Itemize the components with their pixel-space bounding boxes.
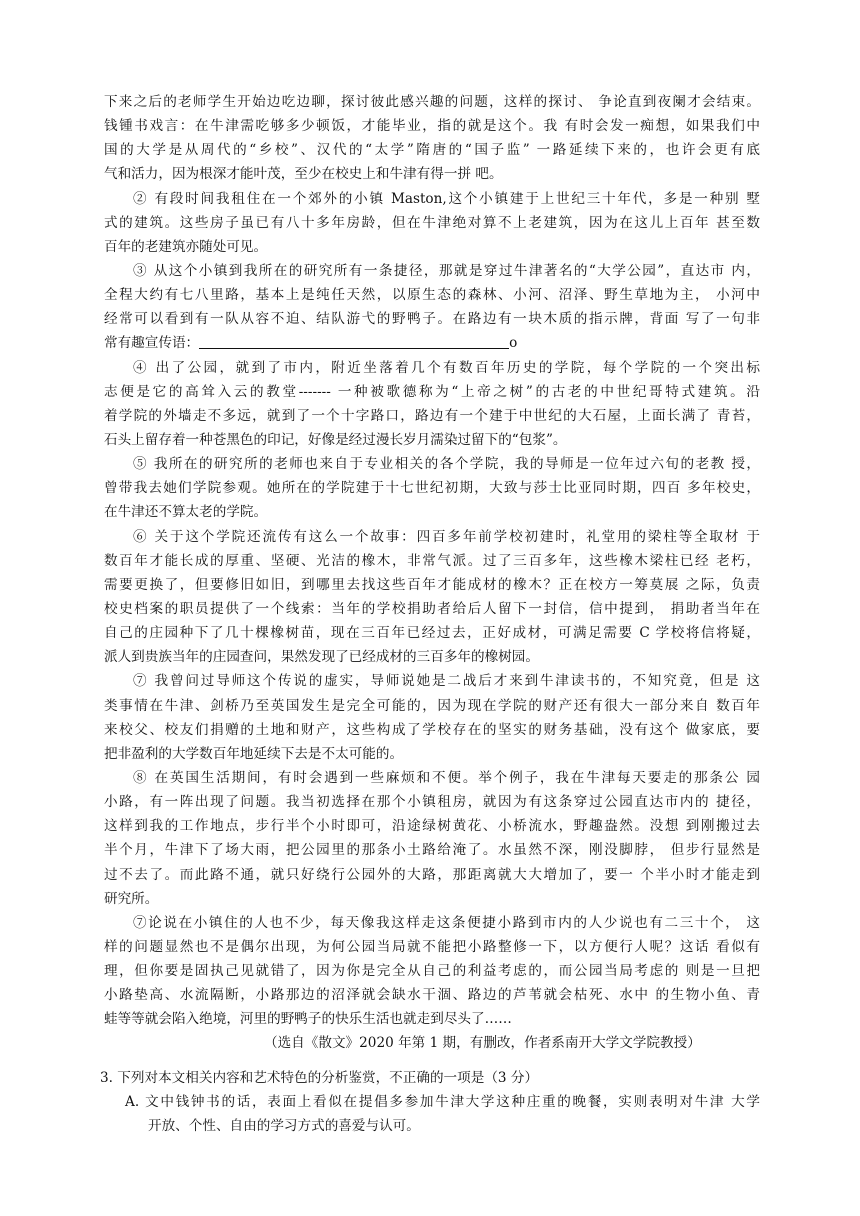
paragraph-2-line: ② 有段时间我租住在一个郊外的小镇 Maston,这个小镇建于上世纪三十年代，多是一种别 墅	[133, 190, 760, 207]
text-line: 来校父、校友们捐赠的土地和财产，这些构成了学校存在的坚实的财务基础，没有这个 做家底，要	[104, 721, 760, 738]
text-line: 类事情在牛津、剑桥乃至英国发生是完全可能的，因为现在学院的财产还有很大一部分来自 数百年	[104, 697, 760, 714]
text-line: 式的建筑。这些房子虽已有八十多年房龄，但在牛津绝对算不上老建筑，因为在这儿上百年 甚至数	[104, 214, 760, 231]
text-line: 石头上留存着一种苍黑色的印记，好像是经过漫长岁月濡染过留下的“包浆”。	[104, 431, 567, 448]
question-3	[100, 1066, 760, 1138]
text-line: 全程大约有七八里路，基本上是纯任天然，以原生态的森林、小河、沼泽、野生草地为主， 小河中	[104, 287, 760, 304]
text-line: 样的问题显然也不是偶尔出现，为何公园当局就不能把小路整修一下，以方便行人呢？这话 看似有	[104, 938, 760, 955]
source-citation: （选自《散文》2020 年第 1 期，有删改，作者系南开大学文学院教授）	[264, 1035, 701, 1052]
paragraph-7-line: ⑦ 我曾问过导师这个传说的虚实，导师说她是二战后才来到牛津读书的，不知究竟，但是 这	[133, 673, 760, 690]
text-line: 气和活力，因为根深才能叶茂，至少在校史上和牛津有得一拼 吧。	[104, 166, 503, 183]
text-line: 过不去了。而此路不通，就只好绕行公园外的大路，那距离就大大增加了，要一 个半小时才能走到	[104, 866, 760, 883]
text-line: 校史档案的职员提供了一个线索：当年的学校捐助者给后人留下一封信，信中提到， 捐助者当年在	[104, 600, 760, 617]
paragraph-5-line: ⑤ 我所在的研究所的老师也来自于专业相关的各个学院，我的导师是一位年过六旬的老教 授，	[133, 456, 760, 473]
paragraph-8-line: ⑧ 在英国生活期间，有时会遇到一些麻烦和不便。举个例子，我在牛津每天要走的那条公 园	[133, 769, 760, 786]
text-line: 研究所。	[104, 890, 159, 907]
text-line: 这样到我的工作地点，步行半个小时即可，沿途绿树黄花、小桥流水，野趣盎然。没想 到刚搬过去	[104, 818, 760, 835]
text-line: 半个月，牛津下了场大雨，把公园里的那条小土路给淹了。水虽然不深，刚没脚脖， 但步行显然是	[104, 842, 760, 859]
text-line: 在牛津还不算太老的学院。	[104, 504, 268, 521]
text-line: 钱锺书戏言：在牛津需吃够多少顿饭，才能毕业，指的就是这个。我 有时会发一痴想，如果我们中	[104, 118, 760, 135]
text-span: o	[509, 335, 518, 352]
text-line: 小路垫高、水流隔断，小路那边的沼泽就会缺水干涸、路边的芦苇就会枯死、水中 的生物小鱼、青	[104, 987, 760, 1004]
text-span: 常有趣宣传语：	[104, 335, 200, 352]
text-line: 经常可以看到有一队从容不迫、结队游弋的野鸭子。在路边有一块木质的指示牌，背面 写了一句非	[104, 311, 760, 328]
text-line: 着学院的外墙走不多远，就到了一个十字路口，路边有一个建于中世纪的大石屋，上面长满了 青苔，	[104, 407, 760, 424]
text-line: 数百年才能长成的厚重、坚硬、光洁的橡木，非常气派。过了三百多年，这些橡木梁柱已经 老朽，	[104, 552, 760, 569]
fill-in-blank[interactable]	[199, 334, 509, 349]
option-a[interactable]: A. 文中钱钟书的话，表面上看似在提倡多参加牛津大学这种庄重的晚餐，实则表明对牛津 大学	[125, 1093, 760, 1110]
text-line: 理，但你要是固执己见就错了，因为你是完全从自己的利益考虑的，而公园当局考虑的 则是一旦把	[104, 963, 760, 980]
question-stem: 3. 下列对本文相关内容和艺术特色的分析鉴赏，不正确的一项是（3 分）	[100, 1069, 539, 1086]
paragraph-3-line: ③ 从这个小镇到我所在的研究所有一条捷径，那就是穿过牛津著名的“大学公园”，直达市 内，	[133, 262, 760, 279]
blank-line	[104, 331, 760, 355]
text-line: 蛙等等就会陷入绝境，河里的野鸭子的快乐生活也就走到尽头了……	[104, 1011, 512, 1028]
paragraph-9-line: ⑦论说在小镇住的人也不少，每天像我这样走这条便捷小路到市内的人少说也有二三十个， 这	[133, 914, 760, 931]
text-line: 志便是它的高耸入云的教堂------- 一种被歌德称为“上帝之树”的古老的中世纪哥特式建筑。沿	[104, 383, 760, 400]
text-line: 曾带我去她们学院参观。她所在的学院建于十七世纪初期，大致与莎士比亚同时期，四百 多年校史，	[104, 480, 760, 497]
text-line: 百年的老建筑亦随处可见。	[104, 238, 268, 255]
text-line: 需要更换了，但要修旧如旧，到哪里去找这些百年才能成材的橡木？正在校方一筹莫展 之际，负责	[104, 576, 760, 593]
paragraph-4-line: ④ 出了公园，就到了市内，附近坐落着几个有数百年历史的学院，每个学院的一个突出标	[133, 359, 760, 376]
text-line: 小路，有一阵出现了问题。我当初选择在那个小镇租房，就因为有这条穿过公园直达市内的 捷径，	[104, 794, 760, 811]
text-line: 把非盈利的大学数百年地延续下去是不太可能的。	[104, 745, 404, 762]
text-line: 国的大学是从周代的“乡校”、汉代的“太学”隋唐的“国子监” 一路延续下来的，也许会更有底	[104, 142, 760, 159]
text-line: 自己的庄园种下了几十棵橡树苗，现在三百年已经过去，正好成材，可满足需要 C 学校将信将疑，	[104, 625, 760, 642]
article-body	[100, 90, 760, 1138]
option-a-continued: 开放、个性、自由的学习方式的喜爱与认可。	[148, 1117, 420, 1134]
text-line: 派人到贵族当年的庄园查问，果然发现了已经成材的三百多年的橡树园。	[104, 649, 539, 666]
paragraph-6-line: ⑥ 关于这个学院还流传有这么一个故事：四百多年前学校初建时，礼堂用的梁柱等全取材 于	[133, 528, 760, 545]
text-line: 下来之后的老师学生开始边吃边聊，探讨彼此感兴趣的问题，这样的探讨、 争论直到夜阑才会结束。	[104, 94, 760, 110]
